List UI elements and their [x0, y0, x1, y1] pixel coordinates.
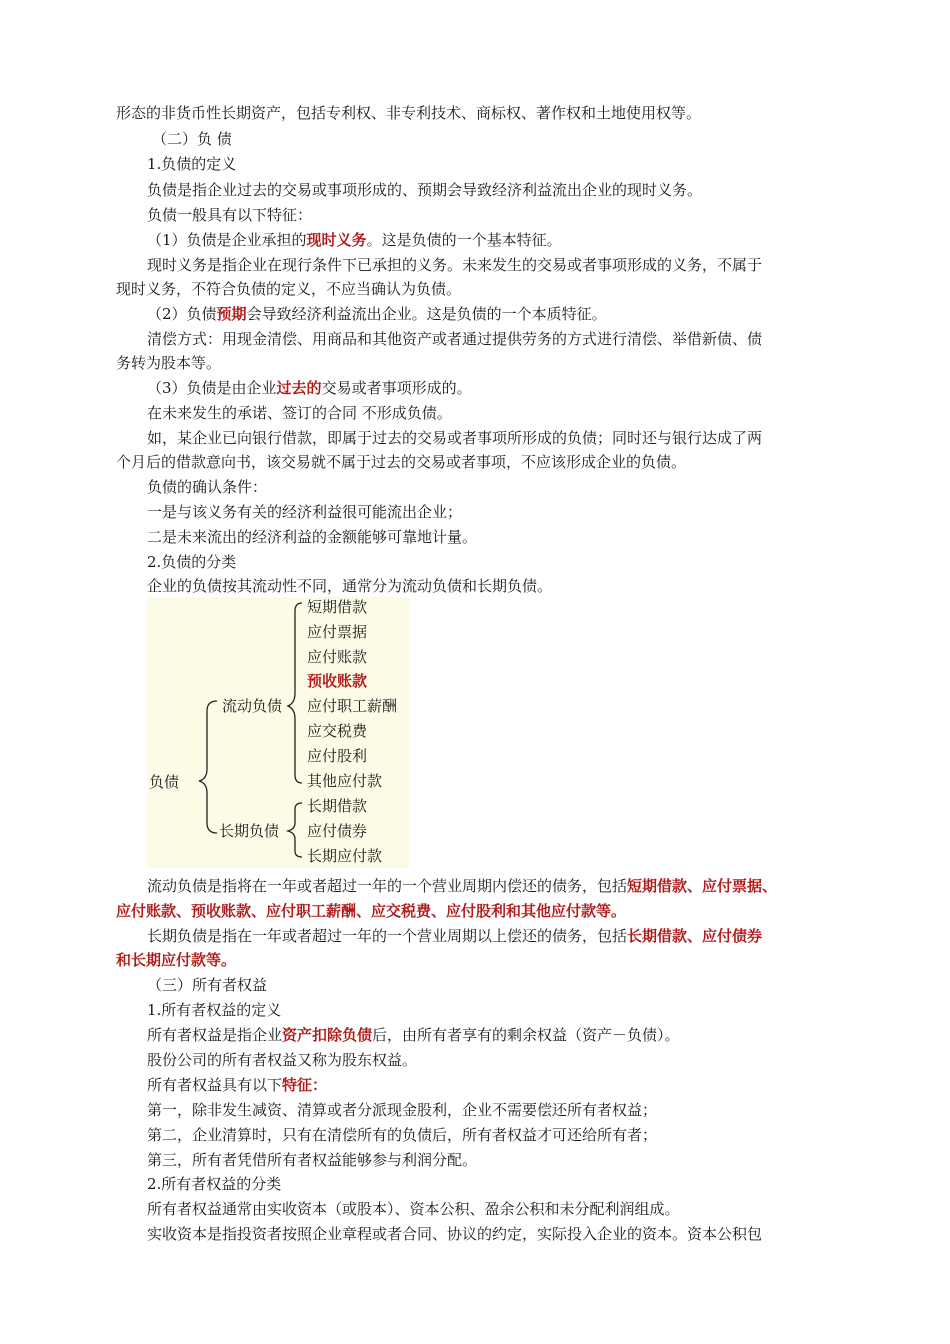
- paragraph-line: 负债是指企业过去的交易或事项形成的、预期会导致经济利益流出企业的现时义务。: [147, 181, 703, 199]
- text-run: 流动负债是指将在一年或者超过一年的一个营业周期内偿还的债务，包括: [147, 877, 628, 895]
- paragraph-line: [147, 876, 777, 896]
- text-run: 所有者权益具有以下: [147, 1076, 283, 1094]
- section-heading-equity: （三）所有者权益: [147, 976, 268, 994]
- paragraph-line: [147, 1025, 680, 1045]
- paragraph-line: 形态的非货币性长期资产，包括专利权、非专利技术、商标权、著作权和土地使用权等。: [116, 104, 702, 122]
- paragraph-line: 二是未来流出的经济利益的金额能够可靠地计量。: [147, 528, 478, 546]
- paragraph-line: 第二，企业清算时，只有在清偿所有的负债后，所有者权益才可还给所有者；: [147, 1126, 658, 1144]
- text-run: 所有者权益是指企业: [147, 1026, 283, 1044]
- highlight-text: 长期借款、应付债券: [627, 927, 763, 945]
- diagram-item: 应付股利: [307, 747, 368, 765]
- paragraph-line: 实收资本是指投资者按照企业章程或者合同、协议的约定，实际投入企业的资本。资本公积包: [147, 1225, 763, 1243]
- diagram-item: 短期借款: [307, 598, 368, 616]
- section-heading-liabilities: （二）负 债: [152, 130, 232, 148]
- paragraph-line: [147, 378, 472, 398]
- paragraph-line-highlight: 应付账款、预收账款、应付职工薪酬、应交税费、应付股利和其他应付款等。: [116, 902, 627, 920]
- paragraph-line: 企业的负债按其流动性不同，通常分为流动负债和长期负债。: [147, 577, 553, 595]
- diagram-item-highlight: 预收账款: [307, 672, 368, 690]
- diagram-item: 其他应付款: [307, 772, 383, 790]
- paragraph-line: [147, 926, 762, 946]
- paragraph-line: 如，某企业已向银行借款，即属于过去的交易或者事项所形成的负债；同时还与银行达成了两: [147, 429, 763, 447]
- diagram-item: 应付债券: [307, 822, 368, 840]
- text-run: 后，由所有者享有的剩余权益（资产－负债）。: [372, 1026, 680, 1044]
- paragraph-line: 在未来发生的承诺、签订的合同 不形成负债。: [147, 404, 452, 422]
- paragraph-line: 第三，所有者凭借所有者权益能够参与利润分配。: [147, 1151, 478, 1169]
- text-run: 长期负债是指在一年或者超过一年的一个营业周期以上偿还的债务，包括: [147, 927, 628, 945]
- highlight-text: 过去的: [276, 379, 322, 397]
- paragraph-line: 清偿方式：用现金清偿、用商品和其他资产或者通过提供劳务的方式进行清偿、举借新债、债: [147, 330, 763, 348]
- highlight-text: 特征：: [282, 1076, 328, 1094]
- paragraph-line: [147, 230, 562, 250]
- highlight-text: 短期借款、应付票据、: [627, 877, 778, 895]
- diagram-item: 应交税费: [307, 722, 368, 740]
- paragraph-line: 务转为股本等。: [116, 354, 222, 372]
- diagram-item: 长期应付款: [307, 847, 383, 865]
- subsection-heading: 1.所有者权益的定义: [147, 1001, 282, 1019]
- text-run: 交易或者事项形成的。: [321, 379, 472, 397]
- diagram-item: 长期借款: [307, 797, 368, 815]
- text-run: （3）负债是由企业: [147, 379, 277, 397]
- paragraph-line: 所有者权益通常由实收资本（或股本）、资本公积、盈余公积和未分配利润组成。: [147, 1200, 680, 1218]
- paragraph-line: 负债一般具有以下特征：: [147, 206, 313, 224]
- paragraph-line: [147, 1075, 327, 1095]
- paragraph-line: 第一，除非发生减资、清算或者分派现金股利，企业不需要偿还所有者权益；: [147, 1101, 658, 1119]
- highlight-text: 资产扣除负债: [282, 1026, 373, 1044]
- text-run: 。这是负债的一个基本特征。: [366, 231, 562, 249]
- diagram-item: 应付职工薪酬: [307, 697, 398, 715]
- highlight-text: 预期: [216, 305, 247, 323]
- paragraph-line: 股份公司的所有者权益又称为股东权益。: [147, 1051, 418, 1069]
- liability-classification-diagram: [147, 597, 409, 868]
- text-run: （1）负债是企业承担的: [147, 231, 307, 249]
- paragraph-line: 负债的确认条件：: [147, 478, 268, 496]
- paragraph-line: [147, 304, 607, 324]
- text-run: 会导致经济利益流出企业。这是负债的一个本质特征。: [246, 305, 607, 323]
- diagram-item: 应付票据: [307, 623, 368, 641]
- text-run: （2）负债: [147, 305, 217, 323]
- diagram-item: 应付账款: [307, 648, 368, 666]
- diagram-root-label: 负债: [149, 773, 180, 791]
- paragraph-line: 现时义务，不符合负债的定义，不应当确认为负债。: [116, 280, 462, 298]
- paragraph-line: 个月后的借款意向书，该交易就不属于过去的交易或者事项，不应该形成企业的负债。: [116, 453, 687, 471]
- subsection-heading: 1.负债的定义: [147, 155, 237, 173]
- diagram-current-label: 流动负债: [222, 697, 283, 715]
- highlight-text: 现时义务: [306, 231, 367, 249]
- diagram-long-label: 长期负债: [219, 822, 280, 840]
- paragraph-line: 一是与该义务有关的经济利益很可能流出企业；: [147, 503, 463, 521]
- paragraph-line: 现时义务是指企业在现行条件下已承担的义务。未来发生的交易或者事项形成的义务，不属于: [147, 256, 763, 274]
- paragraph-line-highlight: 和长期应付款等。: [116, 951, 237, 969]
- subsection-heading: 2.所有者权益的分类: [147, 1175, 282, 1193]
- subsection-heading: 2.负债的分类: [147, 553, 237, 571]
